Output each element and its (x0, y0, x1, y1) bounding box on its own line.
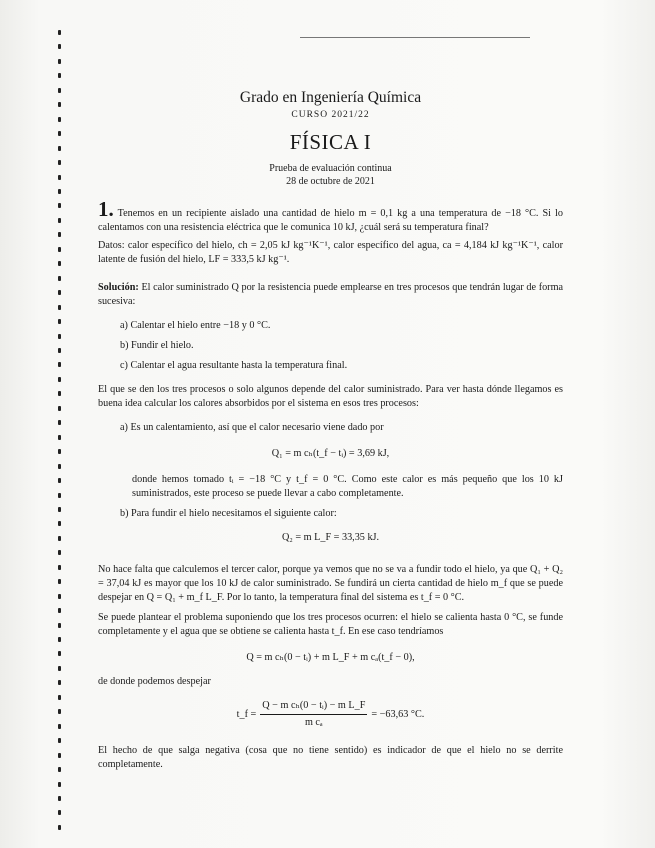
equation-q2: Q₂ = m L_F = 33,35 kJ. (281, 532, 380, 543)
equation-tf-fraction (260, 699, 367, 730)
step-a-explanation: donde hemos tomado tᵢ = −18 °C y t_f = 0 °C. Como este calor es más pequeño que los 10 kJ suministrados, este proceso se puede llevar a cabo completamente. (132, 474, 563, 499)
equation-tf-lhs: t_f = (236, 708, 257, 720)
solution-intro-text: El calor suministrado Q por la resistencia puede emplearse en tres procesos que tendrán lugar de forma sucesiva: (98, 282, 564, 307)
equation-q1: Q₁ = m cₕ(t_f − tᵢ) = 3,69 kJ, (271, 448, 390, 459)
process-item: a) Calentar el hielo entre −18 y 0 °C. (120, 320, 271, 331)
equation-tf-rhs: = −63,63 °C. (371, 708, 425, 720)
process-item: c) Calentar el agua resultante hasta la temperatura final. (120, 360, 348, 371)
exam-type: Prueba de evaluación continua (269, 163, 392, 174)
solution-label: Solución: (98, 282, 139, 293)
problem-text: Tenemos en un recipiente aislado una cantidad de hielo m = 0,1 kg a una temperatura de −18 °C. Si lo calentamos con una resistencia eléctrica que le comunica 10 kJ, ¿cuál será su temperatura final? (98, 208, 563, 233)
problem-statement (98, 197, 563, 235)
process-item: b) Fundir el hielo. (120, 340, 194, 351)
equation-q-total: Q = m cₕ(0 − tᵢ) + m L_F + m cₐ(t_f − 0), (246, 652, 415, 663)
paragraph-1: El que se den los tres procesos o solo algunos depende del calor suministrado. Para ver hasta dónde llegamos es buena idea calcular los calores absorbidos por el sistema en esos tres procesos: (98, 384, 563, 409)
degree-name: Grado en Ingeniería Química (239, 89, 422, 106)
paragraph-5: El hecho de que salga negativa (cosa que no tiene sentido) es indicador de que el hielo no se derrite completamente. (98, 745, 563, 770)
top-rule (300, 37, 530, 38)
binding-holes (58, 30, 62, 830)
document-body (98, 88, 563, 772)
exam-date: 28 de octubre de 2021 (286, 176, 375, 187)
equation-tf (98, 699, 563, 730)
problem-number: 1. (98, 197, 114, 221)
paragraph-4: de donde podemos despejar (98, 676, 211, 687)
fraction-denominator: m cₐ (304, 717, 323, 728)
course-year: CURSO 2021/22 (291, 110, 370, 120)
problem-data: Datos: calor específico del hielo, ch = 2,05 kJ kg⁻¹K⁻¹, calor específico del agua, ca = 4,184 kJ kg⁻¹K⁻¹, calor latente de fusión del hielo, LF = 333,5 kJ kg⁻¹. (98, 240, 563, 265)
paragraph-2: No hace falta que calculemos el tercer calor, porque ya vemos que no se va a fundir todo el hielo, ya que Q₁ + Q₂ = 37,04 kJ es mayor que los 10 kJ de calor suministrado. Se fundirá un cierta cantidad de hielo m_f que se puede despejar en Q = Q₁ + m_f L_F. Por lo tanto, la temperatura final del sistema es t_f = 0 °C. (98, 564, 563, 603)
subject-title: FÍSICA I (289, 130, 372, 154)
step-a: a) Es un calentamiento, así que el calor necesario viene dado por (120, 422, 384, 433)
solution-intro (98, 281, 563, 309)
document-header (98, 88, 563, 188)
paragraph-3: Se puede plantear el problema suponiendo que los tres procesos ocurren: el hielo se calienta hasta 0 °C, se funde completamente y el agua que se obtiene se calienta hasta t_f. En ese caso tendríamos (98, 612, 563, 637)
fraction-numerator: Q − m cₕ(0 − tᵢ) − m L_F (260, 699, 367, 715)
step-b: b) Para fundir el hielo necesitamos el siguiente calor: (120, 508, 337, 519)
